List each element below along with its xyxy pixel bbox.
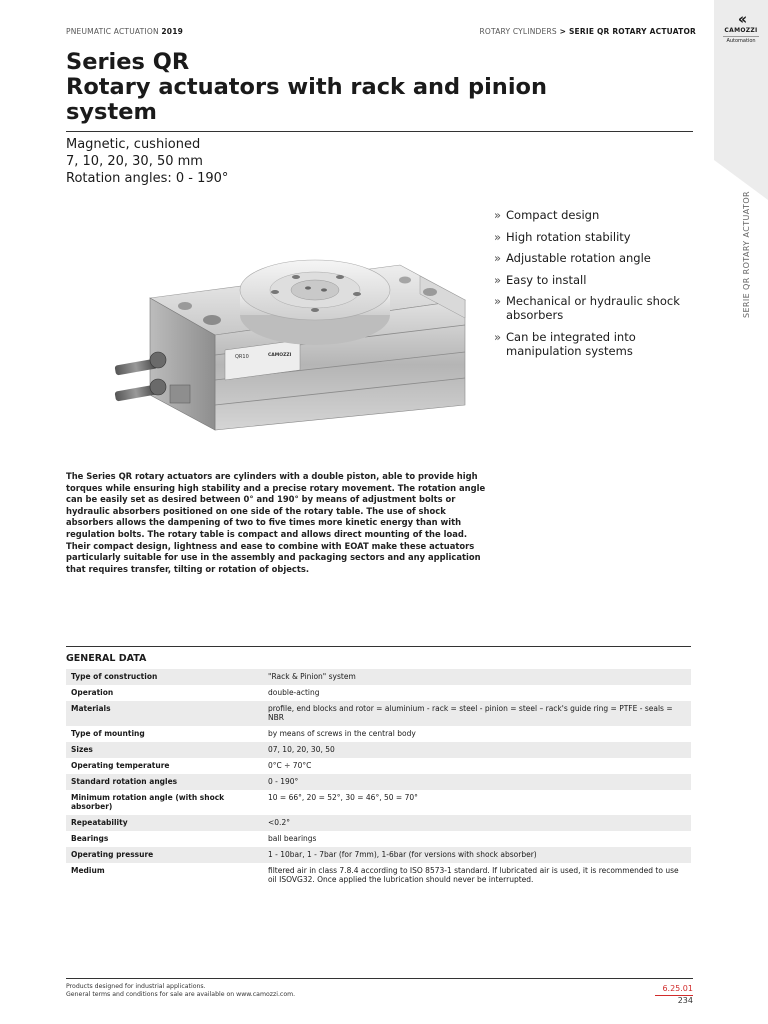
page-number: 234	[677, 996, 693, 1005]
subtitle-line-3: Rotation angles: 0 - 190°	[66, 171, 229, 186]
footer-line-1: Products designed for industrial applications.	[66, 983, 206, 990]
breadcrumb-current: SERIE QR ROTARY ACTUATOR	[568, 27, 696, 36]
feature-list	[494, 208, 694, 365]
table-row: Repeatability <0.2°	[66, 815, 691, 831]
table-row: Bearings ball bearings	[71, 834, 317, 843]
subtitle-line-1: Magnetic, cushioned	[66, 137, 201, 152]
chevron-right-icon: »	[494, 229, 502, 244]
footer-section-code: 6.25.01	[662, 984, 693, 993]
table-row: Materials profile, end blocks and rotor = aluminium - rack = steel - pinion = steel – rack's guide ring = PTFE - seals = NBR	[66, 701, 691, 726]
product-image	[100, 230, 470, 440]
plate-model: QR10	[235, 354, 249, 360]
title-line-3: system	[66, 99, 157, 125]
title-line-2: Rotary actuators with rack and pinion	[66, 74, 548, 100]
chevron-right-icon: »	[494, 251, 502, 265]
table-row: Type of mounting by means of screws in the central body	[71, 729, 416, 738]
table-row: Standard rotation angles 0 - 190°	[66, 774, 691, 790]
product-description: The Series QR rotary actuators are cylinders with a double piston, able to provide high torques while ensuring high stability and a precise rotary movement. The rotation angle can be easily set as desired between 0° and 190° by means of adjustment bolts or hydraulic absorbers positioned on one side of the rotary table. The use of shock absorbers allows the dampening of two to five times more kinetic energy than with regulation bolts. The rotary table is compact and allows direct mounting of the load. Their compact design, lightness and ease to combine with EOAT make these actuators particularly suitable for use in the assembly and packaging sectors and any application that requires transfer, tilting or rotation of objects.	[66, 471, 486, 574]
table-row: Type of construction "Rack & Pinion" system	[66, 669, 691, 685]
plate-brand: CAMOZZI	[268, 353, 292, 358]
feature-item: » Mechanical or hydraulic shock absorbers	[494, 294, 680, 322]
header-year: 2019	[161, 27, 184, 36]
table-row: Operating temperature 0°C ÷ 70°C	[71, 761, 312, 770]
table-row: Medium filtered air in class 7.8.4 according to ISO 8573-1 standard. If lubricated air is used, it is recommended to use oil ISOVG32. Once applied the lubrication should never be interrupted.	[71, 866, 679, 884]
feature-item: » High rotation stability	[494, 229, 631, 244]
table-row: Minimum rotation angle (with shock absorber) 10 = 66°, 20 = 52°, 30 = 46°, 50 = 70°	[71, 793, 418, 811]
breadcrumb-section[interactable]: ROTARY CYLINDERS	[479, 27, 557, 36]
logo-mark-icon: ‹‹	[737, 10, 745, 28]
feature-item: » Easy to install	[494, 272, 587, 287]
subtitle-line-2: 7, 10, 20, 30, 50 mm	[66, 154, 203, 169]
general-data-divider	[66, 646, 691, 647]
chevron-right-icon: »	[494, 208, 502, 222]
table-row: Operation double-acting	[71, 688, 320, 697]
chevron-right-icon: »	[494, 294, 502, 308]
header-left	[66, 27, 183, 36]
title-divider	[66, 131, 693, 132]
side-section-label: SERIE QR ROTARY ACTUATOR	[742, 191, 751, 318]
page-title	[66, 50, 547, 125]
footer-divider	[66, 978, 693, 979]
page-subtitle	[66, 136, 228, 187]
header-catalog-label: PNEUMATIC ACTUATION	[66, 27, 159, 36]
feature-item: » Adjustable rotation angle	[494, 251, 651, 265]
logo-brand: CAMOZZI	[724, 27, 758, 34]
feature-item: » Can be integrated into manipulation systems	[494, 329, 636, 358]
title-line-1: Series QR	[66, 49, 190, 75]
feature-item: » Compact design	[494, 208, 600, 222]
footer-line-2[interactable]: General terms and conditions for sale are available on www.camozzi.com.	[66, 990, 296, 998]
general-data-table	[66, 669, 691, 888]
breadcrumb-separator: >	[556, 27, 569, 36]
general-data-title: GENERAL DATA	[66, 653, 147, 664]
table-row: Sizes 07, 10, 20, 30, 50	[66, 742, 691, 758]
footer-notes	[66, 983, 295, 998]
breadcrumb	[480, 27, 697, 36]
chevron-right-icon: »	[494, 329, 502, 344]
table-row: Operating pressure 1 - 10bar, 1 - 7bar (for 7mm), 1-6bar (for versions with shock absorber)	[66, 847, 691, 863]
logo-sub: Automation	[723, 36, 759, 44]
chevron-right-icon: »	[494, 272, 502, 287]
camozzi-logo	[717, 12, 765, 44]
